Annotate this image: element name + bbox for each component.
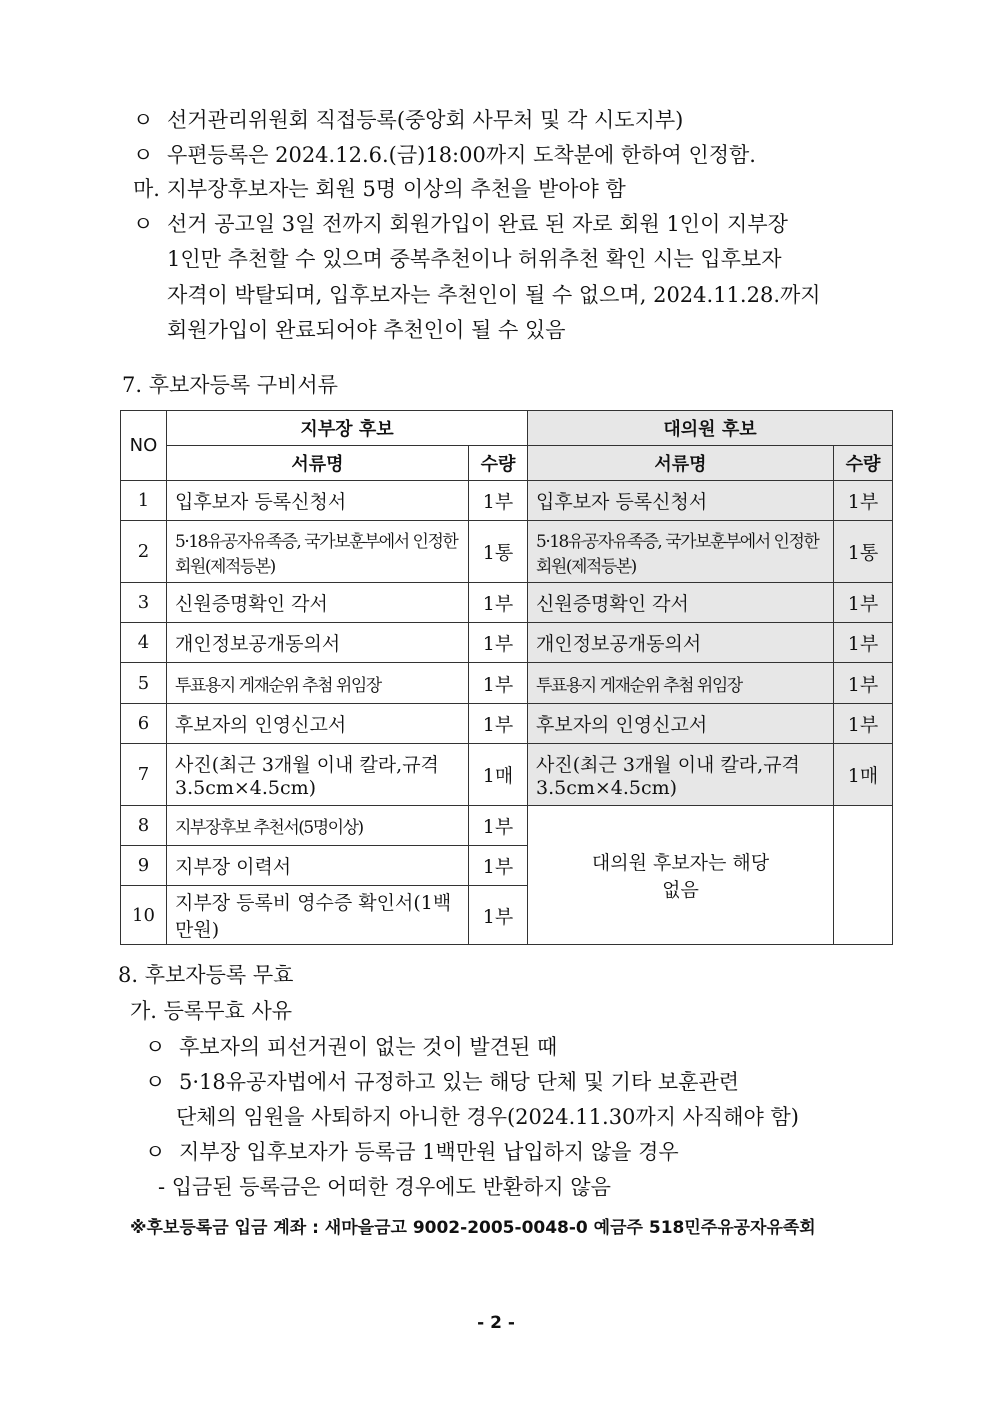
table-row: 3 신원증명확인 각서 1부 신원증명확인 각서 1부 bbox=[121, 583, 893, 623]
table-row: 2 5·18유공자유족증, 국가보훈부에서 인정한 회원(제적등본) 1통 5·18유공자유족증, 국가보훈부에서 인정한 회원(제적등본) 1통 bbox=[121, 521, 893, 583]
account-note: ※후보등록금 입금 계좌 : 새마을금고 9002-2005-0048-0 예금주 518민주유공자유족회 bbox=[130, 1218, 816, 1238]
section-8-bullet-1: ㅇ 후보자의 피선거권이 없는 것이 발견된 때 bbox=[145, 1035, 558, 1059]
item-ma: 마. 지부장후보자는 회원 5명 이상의 추천을 받아야 함 bbox=[133, 177, 626, 201]
section-8-bullet-2: ㅇ 5·18유공자법에서 규정하고 있는 해당 단체 및 기타 보훈관련 bbox=[145, 1070, 740, 1094]
table-row: 5 투표용지 게재순위 추첨 위임장 1부 투표용지 게재순위 추첨 위임장 1부 bbox=[121, 663, 893, 704]
bullet-mark: ㅇ bbox=[133, 212, 154, 236]
table-row: 7 사진(최근 3개월 이내 칼라,규격3.5cm×4.5cm) 1매 사진(최근 3개월 이내 칼라,규격3.5cm×4.5cm) 1매 bbox=[121, 744, 893, 806]
table-row: 4 개인정보공개동의서 1부 개인정보공개동의서 1부 bbox=[121, 623, 893, 663]
section-8-bullet-3: ㅇ 지부장 입후보자가 등록금 1백만원 납입하지 않을 경우 bbox=[145, 1140, 679, 1164]
bullet-line-1: ㅇ 선거관리위원회 직접등록(중앙회 사무처 및 각 시도지부) bbox=[133, 108, 684, 132]
bullet-mark: ㅇ bbox=[145, 1140, 166, 1164]
bullet-line-3-cont: 1인만 추천할 수 있으며 중복추천이나 허위추천 확인 시는 입후보자 bbox=[167, 247, 782, 271]
bullet-mark: ㅇ bbox=[133, 143, 154, 167]
right-merged-note: 대의원 후보자는 해당없음 bbox=[528, 806, 834, 945]
bullet-line-3-cont: 자격이 박탈되며, 입후보자는 추천인이 될 수 없으며, 2024.11.28.까지 bbox=[167, 283, 821, 307]
header-group-right: 대의원 후보 bbox=[528, 411, 893, 446]
section-8-dash: - 입금된 등록금은 어떠한 경우에도 반환하지 않음 bbox=[158, 1175, 611, 1199]
table-row: 10 지부장 등록비 영수증 확인서(1백만원) 1부 bbox=[121, 886, 893, 945]
header-no: NO bbox=[121, 411, 167, 481]
section-7-title: 7. 후보자등록 구비서류 bbox=[122, 373, 338, 397]
section-8-sub: 가. 등록무효 사유 bbox=[130, 999, 293, 1023]
bullet-mark: ㅇ bbox=[145, 1070, 166, 1094]
table-row: 1 입후보자 등록신청서 1부 입후보자 등록신청서 1부 bbox=[121, 481, 893, 521]
bullet-line-2: ㅇ 우편등록은 2024.12.6.(금)18:00까지 도착분에 한하여 인정함. bbox=[133, 143, 756, 167]
bullet-line-3-cont: 회원가입이 완료되어야 추천인이 될 수 있음 bbox=[167, 318, 566, 342]
bullet-mark: ㅇ bbox=[133, 108, 154, 132]
section-8-title: 8. 후보자등록 무효 bbox=[118, 963, 294, 987]
bullet-mark: ㅇ bbox=[145, 1035, 166, 1059]
header-qty-right: 수량 bbox=[834, 446, 893, 481]
header-doc-left: 서류명 bbox=[167, 446, 469, 481]
bullet-line-3: ㅇ 선거 공고일 3일 전까지 회원가입이 완료 된 자로 회원 1인이 지부장 bbox=[133, 212, 788, 236]
section-8-bullet-2-cont: 단체의 임원을 사퇴하지 아니한 경우(2024.11.30까지 사직해야 함) bbox=[176, 1105, 799, 1129]
header-group-left: 지부장 후보 bbox=[167, 411, 528, 446]
documents-table bbox=[120, 410, 893, 945]
table-row: 9 지부장 이력서 1부 bbox=[121, 846, 893, 886]
header-doc-right: 서류명 bbox=[528, 446, 834, 481]
page-number: - 2 - bbox=[477, 1313, 515, 1333]
table-row: 8 지부장후보 추천서(5명이상) 1부 대의원 후보자는 해당없음 bbox=[121, 806, 893, 846]
header-qty-left: 수량 bbox=[469, 446, 528, 481]
table-row: 6 후보자의 인영신고서 1부 후보자의 인영신고서 1부 bbox=[121, 704, 893, 744]
